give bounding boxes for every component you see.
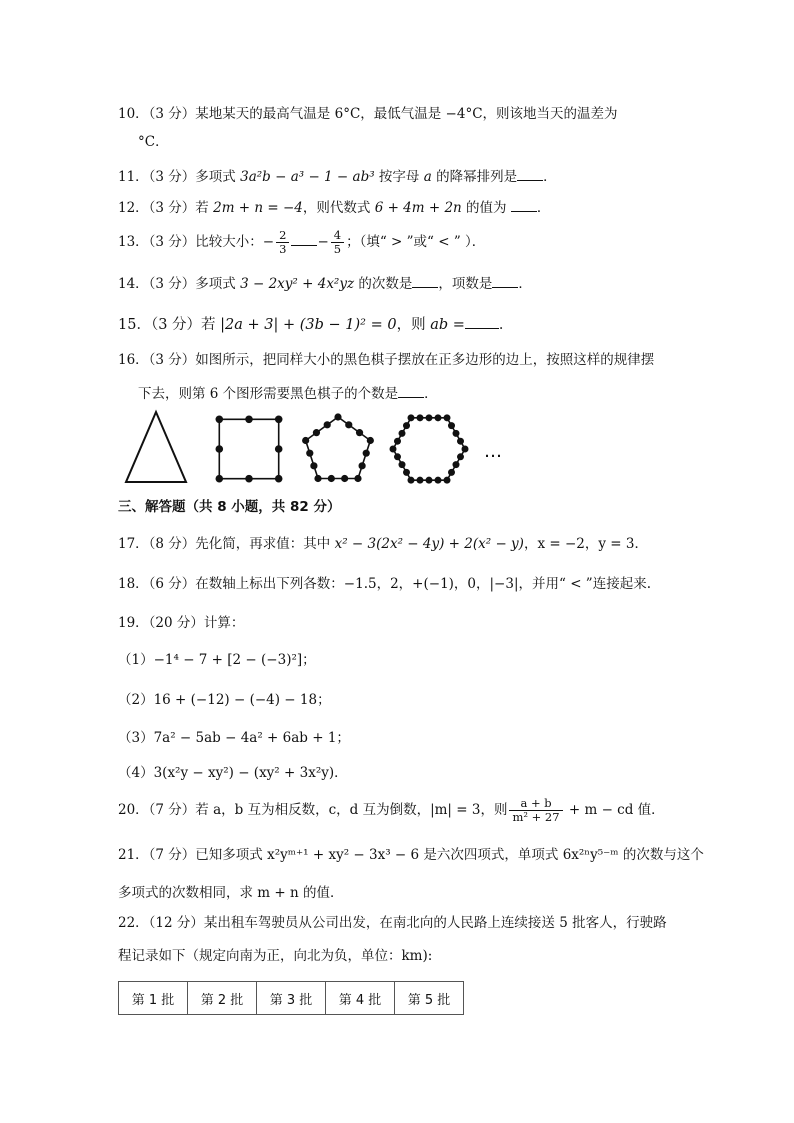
q15-end: ． [498, 317, 514, 333]
q22-line1: 22．（12 分）某出租车驾驶员从公司出发，在南北向的人民路上连续接送 5 批客人，行驶路 [118, 915, 667, 931]
q12-text: ，则代数式 [302, 200, 375, 216]
chess-piece-dot [302, 437, 309, 444]
polygon-outline [219, 419, 278, 478]
q14 [118, 273, 532, 294]
chess-piece-dot [310, 462, 317, 469]
q15 [118, 314, 513, 335]
q12 [118, 197, 550, 218]
q15-answer-blank[interactable] [465, 314, 499, 329]
q13-number: 13．（3 分）比较大小：− [118, 234, 275, 250]
chess-piece-dot [324, 421, 331, 428]
q13-f1-denominator: 3 [279, 242, 287, 256]
triangle-figure [126, 412, 186, 482]
q14-degree-blank[interactable] [412, 273, 438, 288]
table-header-cell: 第 4 批 [326, 982, 395, 1015]
q16-text: 下去，则第 6 个图形需要黑色棋子的个数是 [138, 386, 399, 402]
chess-piece-dot [313, 429, 320, 436]
chess-piece-dot [394, 453, 401, 460]
chess-piece-dot [399, 461, 406, 468]
q13-answer-blank[interactable] [291, 231, 317, 246]
q14-text2: ，项数是 [438, 276, 493, 292]
q20-fraction [509, 797, 562, 824]
q11-variable: a [423, 169, 432, 185]
q21-line1: 21．（7 分）已知多项式 x²yᵐ⁺¹ + xy² − 3x³ − 6 是六次四项式，单项式 6x²ⁿy⁵⁻ᵐ 的次数与这个 [118, 847, 704, 863]
chess-piece-dot [245, 475, 253, 483]
q16-line1: 16．（3 分）如图所示，把同样大小的黑色棋子摆放在正多边形的边上，按照这样的规律摆 [118, 352, 655, 368]
chess-piece-dot [394, 438, 401, 445]
q11-end: ． [543, 169, 557, 185]
chess-piece-dot [462, 446, 469, 453]
q11-expression: 3a²b − a³ − 1 − ab³ [240, 169, 375, 185]
square-figure [216, 416, 283, 483]
q20-text: 20．（7 分）若 a，b 互为相反数，c，d 互为倒数，|m| = 3，则 [118, 802, 508, 818]
q13 [118, 229, 485, 256]
q15-text: ，则 [396, 317, 431, 333]
table-header-cell: 第 5 批 [395, 982, 464, 1015]
chess-piece-dot [345, 421, 352, 428]
q16-line2 [138, 383, 438, 404]
q22-line2: 程记录如下（规定向南为正，向北为负，单位：km): [118, 948, 433, 964]
q14-end: ． [518, 276, 532, 292]
table-header-cell: 第 1 批 [119, 982, 188, 1015]
chess-piece-dot [399, 430, 406, 437]
q20-text-tail: + m − cd 值． [564, 802, 665, 818]
q13-fraction-1 [276, 229, 289, 256]
chess-piece-dot [417, 477, 424, 484]
q11-text: 按字母 [374, 169, 424, 185]
chess-piece-dot [216, 475, 224, 483]
q10-line1: 10．（3 分）某地某天的最高气温是 6°C，最低气温是 −4°C，则该地当天的温差为 [118, 106, 618, 122]
chess-piece-dot [275, 445, 283, 453]
section-3-heading: 三、解答题（共 8 小题，共 82 分） [118, 499, 341, 515]
q21-line2: 多项式的次数相同，求 m + n 的值． [118, 885, 344, 901]
q11-answer-blank[interactable] [517, 166, 543, 181]
chess-piece-dot [356, 429, 363, 436]
q16-end: ． [424, 386, 438, 402]
q13-fraction-2 [331, 229, 344, 256]
chess-piece-dot [216, 416, 224, 424]
q19-title: 19．（20 分）计算： [118, 615, 245, 631]
q14-number: 14．（3 分）多项式 [118, 276, 241, 292]
q12-number: 12．（3 分）若 [118, 200, 214, 216]
q16-answer-blank[interactable] [398, 383, 424, 398]
chess-piece-dot [403, 422, 410, 429]
q17 [118, 534, 648, 554]
pentagon-figure [302, 413, 374, 482]
chess-piece-dot [359, 462, 366, 469]
figure-ellipsis: … [484, 441, 502, 462]
chess-piece-dot [403, 469, 410, 476]
q13-f1-numerator: 2 [276, 229, 289, 243]
chess-piece-dot [408, 414, 415, 421]
q14-expression: 3 − 2xy² + 4x²yz [240, 276, 355, 292]
chess-piece-dot [417, 414, 424, 421]
q20-denominator: m² + 27 [512, 810, 560, 824]
q15-expression: |2a + 3| + (3b − 1)² = 0 [220, 317, 397, 333]
chess-piece-dot [448, 469, 455, 476]
chess-piece-dot [306, 450, 313, 457]
chess-piece-dot [275, 416, 283, 424]
chess-piece-dot [341, 475, 348, 482]
q17-expression: x² − 3(2x² − 4y) + 2(x² − y) [334, 536, 524, 552]
q12-expression2: 6 + 4m + 2n [374, 200, 462, 216]
chess-piece-dot [367, 437, 374, 444]
table-header-row [119, 982, 464, 1015]
q17-number: 17．（8 分）先化简，再求值：其中 [118, 536, 335, 552]
q20-numerator: a + b [509, 797, 562, 811]
table-header-cell: 第 3 批 [257, 982, 326, 1015]
q19-part-1: （1）−1⁴ − 7 + [2 − (−3)²]； [118, 652, 316, 668]
chess-piece-dot [216, 445, 224, 453]
chess-piece-dot [448, 422, 455, 429]
chess-piece-dot [444, 477, 451, 484]
chess-piece-dot [453, 461, 460, 468]
chess-piece-dot [457, 438, 464, 445]
q15-expression2: ab = [430, 317, 465, 333]
q10-unit: °C． [138, 134, 169, 150]
chess-piece-dot [354, 475, 361, 482]
chess-piece-dot [334, 413, 341, 420]
q18: 18．（6 分）在数轴上标出下列各数：−1.5，2，+(−1)，0，|−3|，并用“ < ”连接起来. [118, 576, 651, 592]
q14-terms-blank[interactable] [492, 273, 518, 288]
q13-text-tail: ；（填“ > ”或“ < ” ）． [346, 234, 486, 250]
chess-piece-dot [328, 475, 335, 482]
q19-part-2: （2）16 + (−12) − (−4) − 18； [118, 692, 331, 708]
chess-piece-dot [275, 475, 283, 483]
q19-part-3: （3）7a² − 5ab − 4a² + 6ab + 1； [118, 730, 350, 746]
q12-answer-blank[interactable] [511, 197, 537, 212]
chess-piece-dot [426, 414, 433, 421]
chess-piece-pattern-figure [118, 407, 508, 489]
q11-number: 11．（3 分）多项式 [118, 169, 241, 185]
table-header-cell: 第 2 批 [188, 982, 257, 1015]
q11-text-tail: 的降幂排列是 [431, 169, 518, 185]
q12-text-tail: 的值为 [461, 200, 511, 216]
q14-text: 的次数是 [354, 276, 413, 292]
trip-record-table [118, 981, 464, 1015]
q13-f2-denominator: 5 [333, 242, 342, 256]
chess-piece-dot [453, 430, 460, 437]
q13-minus: − [317, 234, 329, 250]
chess-piece-dot [457, 453, 464, 460]
q13-f2-numerator: 4 [331, 229, 344, 243]
q15-number: 15．（3 分）若 [118, 317, 221, 333]
q12-end: ． [536, 200, 551, 216]
chess-piece-dot [363, 450, 370, 457]
chess-piece-dot [435, 477, 442, 484]
q11 [118, 166, 557, 187]
chess-piece-dot [390, 446, 397, 453]
chess-piece-dot [245, 416, 253, 424]
q20 [118, 796, 665, 824]
hexagon-figure [390, 414, 469, 483]
q19-part-4: （4）3(x²y − xy²) − (xy² + 3x²y)． [118, 765, 348, 781]
q17-values: ，x = −2，y = 3． [523, 536, 648, 552]
chess-piece-dot [426, 477, 433, 484]
chess-piece-dot [408, 477, 415, 484]
polygon-outline [306, 417, 371, 479]
chess-piece-dot [435, 414, 442, 421]
q12-expression: 2m + n = −4 [213, 200, 303, 216]
chess-piece-dot [314, 475, 321, 482]
q10-line2 [138, 132, 169, 152]
chess-piece-dot [444, 414, 451, 421]
